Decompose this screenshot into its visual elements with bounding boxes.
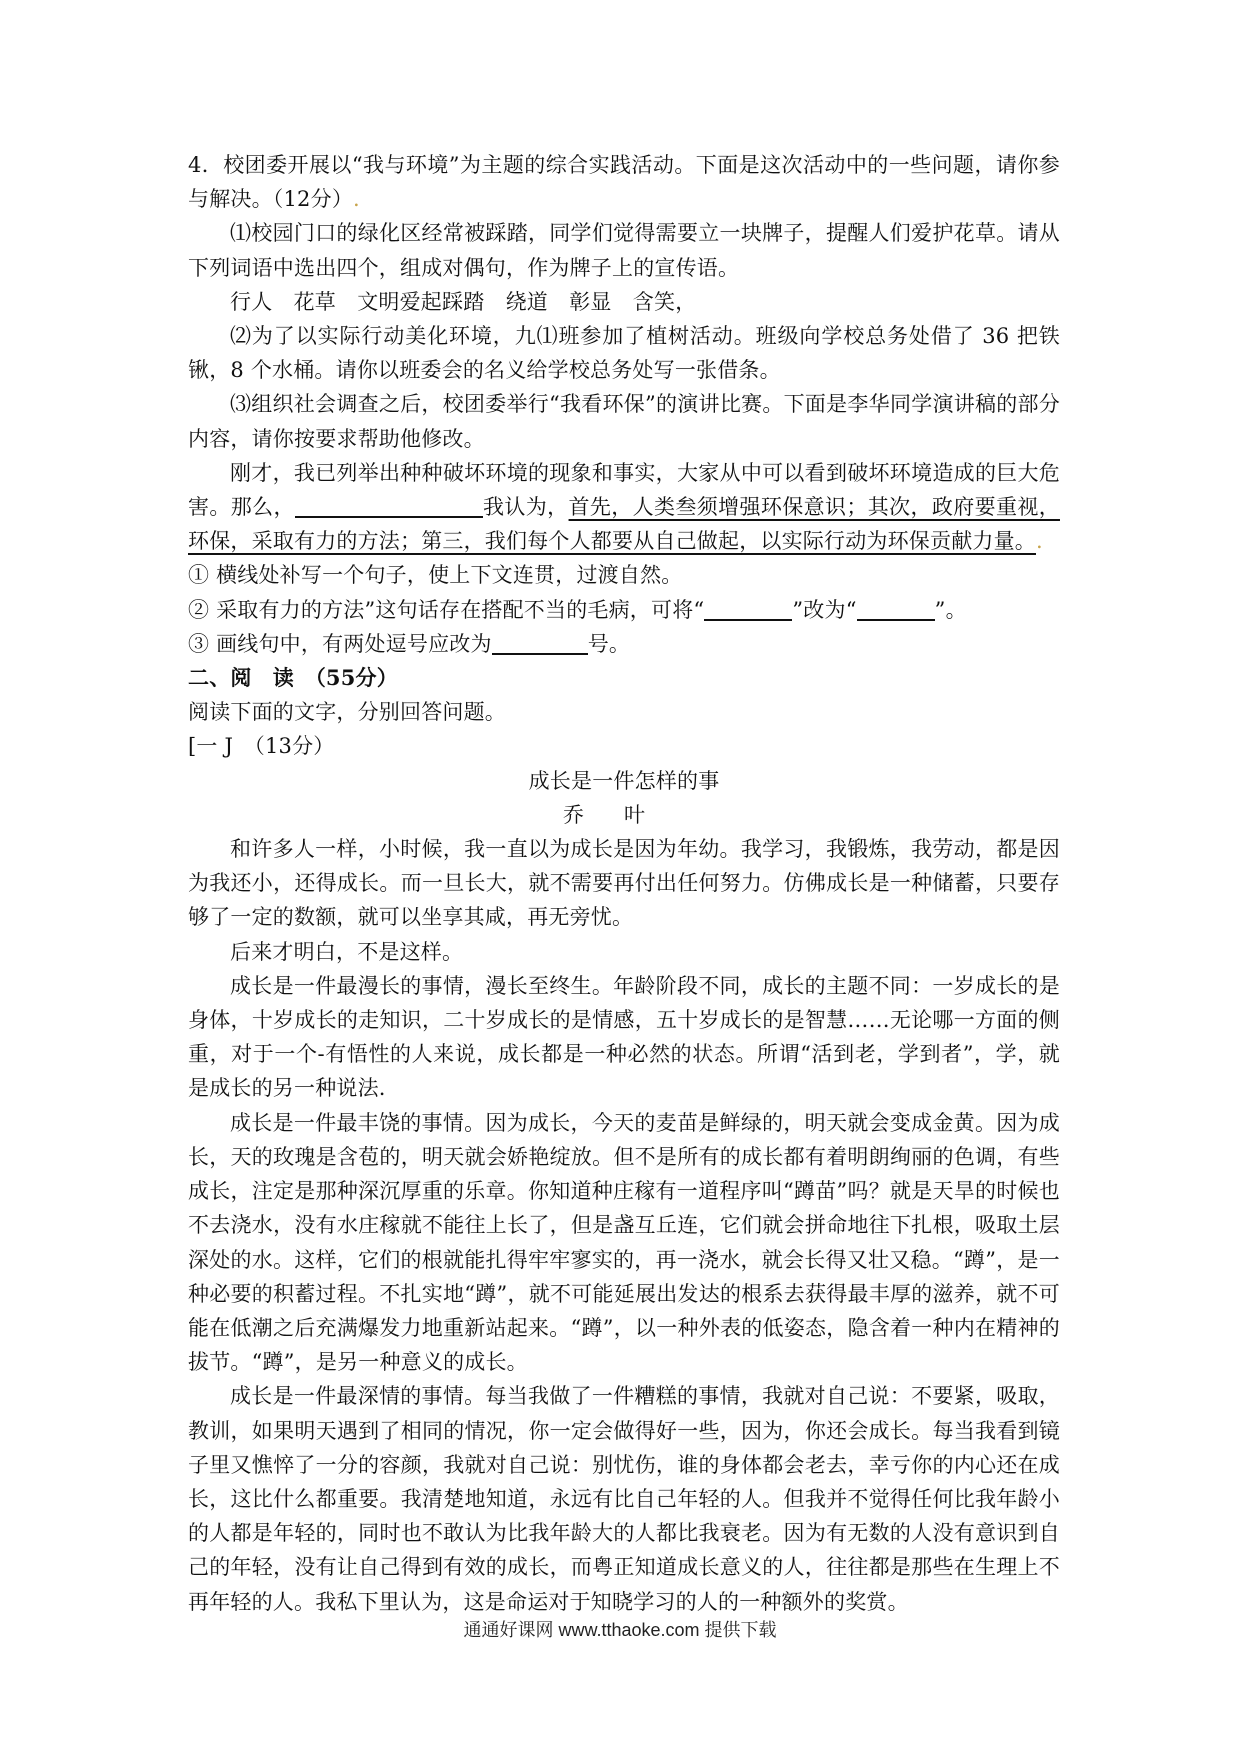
section-2-title: 二、阅 读 （55分） xyxy=(188,665,398,691)
fill-blank xyxy=(704,595,792,621)
word-list: 行人 花草 文明爱起踩踏 绕道 彰显 含笑， xyxy=(230,289,697,314)
fill-blank xyxy=(492,629,588,655)
page-content xyxy=(188,148,1060,1619)
fill-blank xyxy=(857,595,935,621)
article-author: 乔叶 xyxy=(563,802,685,827)
fill-blank xyxy=(295,492,483,518)
question-4-part-2: ⑵为了以实际行动美化环境，九⑴班参加了植树活动。班级向学校总务处借了 36 把铁锹，8 个水桶。请你以班委会的名义给学校总务处写一张借条。 xyxy=(188,324,1060,383)
question-4-part-1: ⑴校园门口的绿化区经常被踩踏，同学们觉得需要立一块牌子，提醒人们爱护花草。请从下列词语中选出四个，组成对偶句，作为牌子上的宣传语。 xyxy=(188,221,1060,280)
section-2-intro: 阅读下面的文字，分别回答问题。 xyxy=(188,700,506,725)
page-footer: 通通好课网 www.tthaoke.com 提供下载 xyxy=(463,1620,777,1640)
article-title: 成长是一件怎样的事 xyxy=(528,768,720,793)
sub-question-1: ① 横线处补写一个句子，使上下文连贯，过渡自然。 xyxy=(188,563,683,588)
article-paragraph: 和许多人一样，小时候，我一直以为成长是因为年幼。我学习，我锻炼，我劳动，都是因为我还小，还得成长。而一旦长大，就不需要再付出任何努力。仿佛成长是一种储蓄，只要存够了一定的数额，就可以坐享其咸，再无旁忧。 xyxy=(188,837,1060,930)
part-1-label: [一 J （13分） xyxy=(188,734,335,759)
question-4-part-3: ⑶组织社会调查之后，校团委举行“我看环保”的演讲比赛。下面是李华同学演讲稿的部分内容，请你按要求帮助他修改。 xyxy=(188,392,1060,451)
underlined-sentence: 首先，人类叁须增强环保意识；其次，政府要重视，环保，采取有力的方法；第三，我们每个人都要从自己做起，以实际行动为环保贡献力量。 xyxy=(188,495,1060,554)
speech-excerpt: 刚才，我已列举出种种破坏环境的现象和事实，大家从中可以看到破坏环境造成的巨大危害。那么， 我认为，首先，人类叁须增强环保意识；其次，政府要重视，环保，采取有力的方法；第三，我们每个人都要从自己做起，以实际行动为环保贡献力量。. xyxy=(188,460,1060,554)
article-paragraph: 成长是一件最深情的事情。每当我做了一件糟糕的事情，我就对自己说：不要紧，吸取，教训，如果明天遇到了相同的情况，你一定会做得好一些，因为，你还会成长。每当我看到镜子里又憔悴了一分的容颜，我就对自己说：别忧伤，谁的身体都会老去，幸亏你的内心还在成长，这比什么都重要。我清楚地知道，永远有比自己年轻的人。但我并不觉得任何比我年龄小的人都是年轻的，同时也不敢认为比我年龄大的人都比我衰老。因为有无数的人没有意识到自己的年轻，没有让自己得到有效的成长，而粤正知道成长意义的人，往往都是那些在生理上不再年轻的人。我私下里认为，这是命运对于知晓学习的人的一种额外的奖赏。 xyxy=(188,1384,1060,1614)
question-4-stem: 4．校团委开展以“我与环境”为主题的综合实践活动。下面是这次活动中的一些问题，请你参与解决。（12分）. xyxy=(188,153,1060,212)
article-paragraph: 后来才明白，不是这样。 xyxy=(230,939,464,964)
sub-question-2: ② 采取有力的方法”这句话存在搭配不当的毛病，可将“ ”改为“ ”。 xyxy=(188,593,1060,627)
article-paragraph: 成长是一件最丰饶的事情。因为成长，今天的麦苗是鲜绿的，明天就会变成金黄。因为成长，天的玫瑰是含苞的，明天就会娇艳绽放。但不是所有的成长都有着明朗绚丽的色调，有些成长，注定是那种深沉厚重的乐章。你知道种庄稼有一道程序叫“蹲苗”吗？就是天旱的时候也不去浇水，没有水庄稼就不能往上长了，但是盏互丘连，它们就会拼命地往下扎根，吸取土层深处的水。这样，它们的根就能扎得牢牢寥实的，再一浇水，就会长得又壮又稳。“蹲”，是一种必要的积蓄过程。不扎实地“蹲”，就不可能延展出发达的根系去获得最丰厚的滋养，就不可能在低潮之后充满爆发力地重新站起来。“蹲”，以一种外表的低姿态，隐含着一种内在精神的拔节。“蹲”，是另一种意义的成长。 xyxy=(188,1110,1060,1375)
sub-question-3: ③ 画线句中，有两处逗号应改为 号。 xyxy=(188,627,1060,661)
article-paragraph: 成长是一件最漫长的事情，漫长至终生。年龄阶段不同，成长的主题不同：一岁成长的是身体，十岁成长的走知识，二十岁成长的是情感，五十岁成长的是智慧……无论哪一方面的侧重，对于一个-有悟性的人来说，成长都是一种必然的状态。所谓“活到老，学到者”，学，就是成长的另一种说法. xyxy=(188,973,1060,1101)
